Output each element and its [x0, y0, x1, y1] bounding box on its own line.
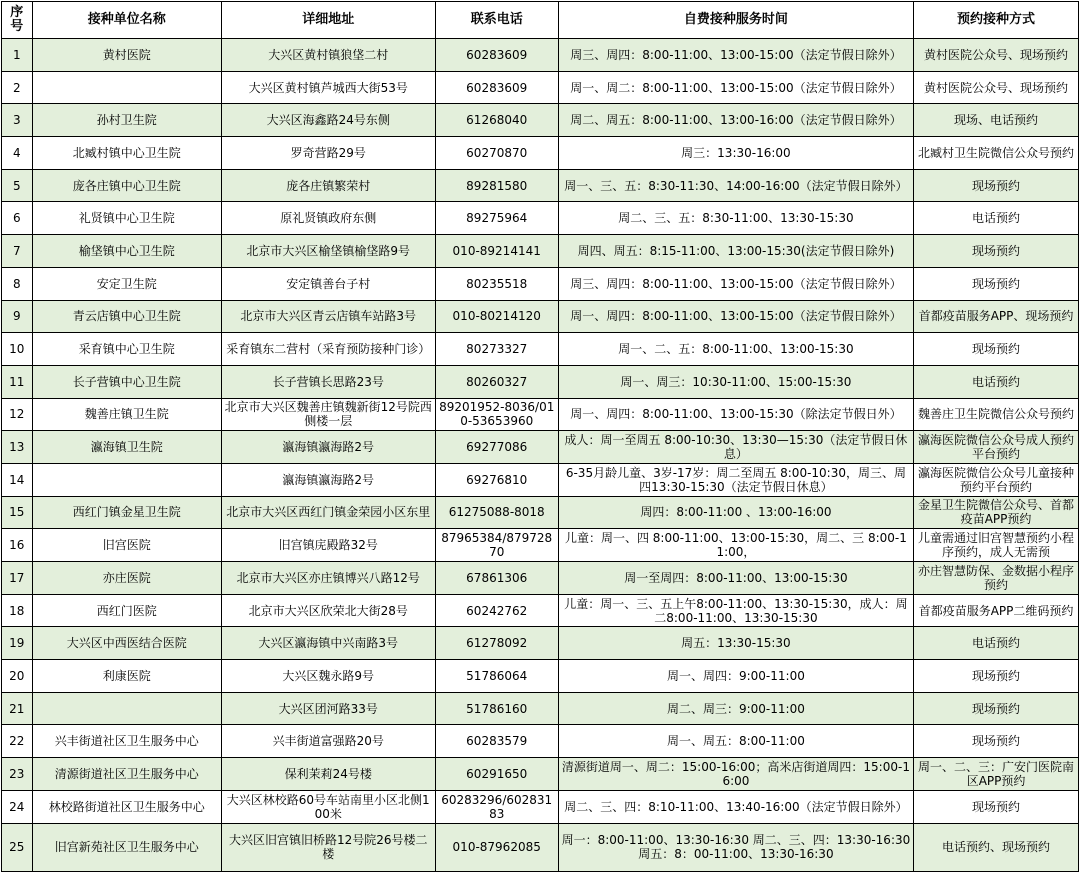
table-row	[2, 758, 1079, 791]
cell-unit: 北臧村镇中心卫生院	[32, 137, 221, 170]
cell-unit: 庞各庄镇中心卫生院	[32, 169, 221, 202]
cell-time: 周一、周二：8:00-11:00、13:00-15:00（法定节假日除外）	[558, 71, 913, 104]
cell-phone: 51786160	[435, 692, 558, 725]
cell-phone: 80273327	[435, 333, 558, 366]
cell-unit: 安定卫生院	[32, 267, 221, 300]
cell-method: 周一、二、三：广安门医院南区APP预约	[914, 758, 1079, 791]
cell-address: 大兴区瀛海镇中兴南路3号	[221, 627, 435, 660]
cell-method: 魏善庄卫生院微信公众号预约	[914, 398, 1079, 431]
header-seq: 序号	[2, 2, 33, 39]
header-time: 自费接种服务时间	[558, 2, 913, 39]
cell-address: 北京市大兴区亦庄镇博兴八路12号	[221, 562, 435, 595]
cell-phone: 60283296/60283183	[435, 790, 558, 823]
cell-unit: 青云店镇中心卫生院	[32, 300, 221, 333]
table-row	[2, 267, 1079, 300]
cell-method: 黄村医院公众号、现场预约	[914, 71, 1079, 104]
cell-seq: 19	[2, 627, 33, 660]
cell-phone: 60283579	[435, 725, 558, 758]
table-row	[2, 169, 1079, 202]
cell-seq: 15	[2, 496, 33, 529]
cell-seq: 4	[2, 137, 33, 170]
header-phone: 联系电话	[435, 2, 558, 39]
cell-method: 现场预约	[914, 267, 1079, 300]
cell-method: 首都疫苗服务APP二维码预约	[914, 594, 1079, 627]
cell-method: 现场预约	[914, 169, 1079, 202]
cell-address: 大兴区黄村镇狼垡二村	[221, 39, 435, 72]
cell-method: 现场预约	[914, 725, 1079, 758]
cell-time: 周四、周五：8:15-11:00、13:00-15:30(法定节假日除外)	[558, 235, 913, 268]
cell-phone: 60283609	[435, 71, 558, 104]
cell-seq: 10	[2, 333, 33, 366]
cell-method: 现场预约	[914, 790, 1079, 823]
cell-phone: 80260327	[435, 365, 558, 398]
cell-seq: 8	[2, 267, 33, 300]
cell-time: 周四：8:00-11:00 、13:00-16:00	[558, 496, 913, 529]
table-row	[2, 594, 1079, 627]
table-row	[2, 725, 1079, 758]
cell-unit: 瀛海镇卫生院	[32, 431, 221, 464]
cell-phone: 61268040	[435, 104, 558, 137]
cell-time: 周一至周四：8:00-11:00、13:00-15:30	[558, 562, 913, 595]
cell-time: 周三、周四：8:00-11:00、13:00-15:00（法定节假日除外）	[558, 39, 913, 72]
cell-unit	[32, 692, 221, 725]
cell-time: 周一、周四：8:00-11:00、13:00-15:30（除法定节假日外）	[558, 398, 913, 431]
cell-time: 周一、周四：9:00-11:00	[558, 660, 913, 693]
cell-address: 采育镇东二营村（采育预防接种门诊）	[221, 333, 435, 366]
cell-phone: 67861306	[435, 562, 558, 595]
cell-seq: 16	[2, 529, 33, 562]
cell-seq: 14	[2, 463, 33, 496]
cell-phone: 89201952-8036/010-53653960	[435, 398, 558, 431]
cell-phone: 60291650	[435, 758, 558, 791]
cell-seq: 6	[2, 202, 33, 235]
cell-time: 周五：13:30-15:30	[558, 627, 913, 660]
table-row	[2, 137, 1079, 170]
cell-time: 6-35月龄儿童、3岁-17岁：周二至周五 8:00-10:30，周三、周四13:30-15:30（法定节假日休息）	[558, 463, 913, 496]
cell-phone: 60242762	[435, 594, 558, 627]
cell-method: 黄村医院公众号、现场预约	[914, 39, 1079, 72]
cell-seq: 17	[2, 562, 33, 595]
table-row	[2, 823, 1079, 871]
cell-method: 电话预约、现场预约	[914, 823, 1079, 871]
cell-address: 大兴区林校路60号车站南里小区北侧100米	[221, 790, 435, 823]
cell-time: 儿童：周一、四 8:00-11:00、13:00-15:30，周二、三 8:00-11:00，	[558, 529, 913, 562]
cell-address: 旧宫镇庑殿路32号	[221, 529, 435, 562]
cell-time: 周二、周五：8:00-11:00、13:00-16:00（法定节假日除外）	[558, 104, 913, 137]
table-row	[2, 463, 1079, 496]
table-row	[2, 529, 1079, 562]
table-row	[2, 692, 1079, 725]
cell-method: 现场、电话预约	[914, 104, 1079, 137]
table-row	[2, 365, 1079, 398]
cell-seq: 21	[2, 692, 33, 725]
table-row	[2, 39, 1079, 72]
cell-seq: 12	[2, 398, 33, 431]
cell-unit	[32, 71, 221, 104]
cell-seq: 1	[2, 39, 33, 72]
cell-time: 儿童：周一、三、五上午8:00-11:00、13:30-15:30，成人：周二8:00-11:00、13:30-15:30	[558, 594, 913, 627]
cell-phone: 61275088-8018	[435, 496, 558, 529]
cell-time: 周二、三、四：8:10-11:00、13:40-16:00（法定节假日除外）	[558, 790, 913, 823]
cell-address: 大兴区黄村镇芦城西大街53号	[221, 71, 435, 104]
cell-method: 金星卫生院微信公众号、首都疫苗APP预约	[914, 496, 1079, 529]
cell-method: 现场预约	[914, 333, 1079, 366]
cell-address: 庞各庄镇繁荣村	[221, 169, 435, 202]
cell-seq: 7	[2, 235, 33, 268]
cell-time: 周一、周四：8:00-11:00、13:00-15:00（法定节假日除外）	[558, 300, 913, 333]
cell-unit: 黄村医院	[32, 39, 221, 72]
table-row	[2, 431, 1079, 464]
cell-seq: 23	[2, 758, 33, 791]
cell-phone: 010-89214141	[435, 235, 558, 268]
cell-unit: 魏善庄镇卫生院	[32, 398, 221, 431]
table-row	[2, 496, 1079, 529]
cell-seq: 18	[2, 594, 33, 627]
cell-time: 周一、周三：10:30-11:00、15:00-15:30	[558, 365, 913, 398]
cell-address: 保利茉莉24号楼	[221, 758, 435, 791]
cell-address: 瀛海镇瀛海路2号	[221, 431, 435, 464]
cell-method: 现场预约	[914, 660, 1079, 693]
cell-method: 电话预约	[914, 202, 1079, 235]
cell-seq: 3	[2, 104, 33, 137]
header-address: 详细地址	[221, 2, 435, 39]
cell-phone: 69277086	[435, 431, 558, 464]
cell-method: 儿童需通过旧宫智慧预约小程序预约，成人无需预	[914, 529, 1079, 562]
cell-seq: 2	[2, 71, 33, 104]
cell-unit: 大兴区中西医结合医院	[32, 627, 221, 660]
cell-unit: 西红门镇金星卫生院	[32, 496, 221, 529]
cell-address: 北京市大兴区魏善庄镇魏新街12号院西侧楼一层	[221, 398, 435, 431]
table-row	[2, 71, 1079, 104]
cell-address: 大兴区旧宫镇旧桥路12号院26号楼二楼	[221, 823, 435, 871]
cell-phone: 87965384/87972870	[435, 529, 558, 562]
cell-address: 瀛海镇瀛海路2号	[221, 463, 435, 496]
cell-time: 周一、二、五：8:00-11:00、13:00-15:30	[558, 333, 913, 366]
cell-method: 北臧村卫生院微信公众号预约	[914, 137, 1079, 170]
cell-phone: 51786064	[435, 660, 558, 693]
cell-unit: 旧宫医院	[32, 529, 221, 562]
cell-unit: 清源街道社区卫生服务中心	[32, 758, 221, 791]
cell-seq: 22	[2, 725, 33, 758]
cell-phone: 69276810	[435, 463, 558, 496]
cell-unit: 旧宫新苑社区卫生服务中心	[32, 823, 221, 871]
cell-phone: 010-80214120	[435, 300, 558, 333]
cell-time: 周一、周五：8:00-11:00	[558, 725, 913, 758]
cell-phone: 60283609	[435, 39, 558, 72]
cell-unit: 亦庄医院	[32, 562, 221, 595]
cell-unit: 西红门医院	[32, 594, 221, 627]
cell-time: 周三、周四：8:00-11:00、13:00-15:00（法定节假日除外）	[558, 267, 913, 300]
cell-time: 周二、周三：9:00-11:00	[558, 692, 913, 725]
table-row	[2, 627, 1079, 660]
cell-address: 安定镇善台子村	[221, 267, 435, 300]
cell-seq: 9	[2, 300, 33, 333]
cell-time: 周一：8:00-11:00、13:30-16:30 周二、三、四：13:30-16:30 周五：8：00-11:00、13:30-16:30	[558, 823, 913, 871]
cell-address: 北京市大兴区欣荣北大街28号	[221, 594, 435, 627]
cell-unit	[32, 463, 221, 496]
cell-seq: 5	[2, 169, 33, 202]
cell-unit: 榆垡镇中心卫生院	[32, 235, 221, 268]
cell-address: 大兴区海鑫路24号东侧	[221, 104, 435, 137]
table-row	[2, 562, 1079, 595]
header-row	[2, 2, 1079, 39]
cell-phone: 010-87962085	[435, 823, 558, 871]
cell-unit: 利康医院	[32, 660, 221, 693]
cell-unit: 林校路街道社区卫生服务中心	[32, 790, 221, 823]
vaccination-table	[1, 1, 1079, 872]
cell-phone: 80235518	[435, 267, 558, 300]
cell-seq: 24	[2, 790, 33, 823]
cell-seq: 25	[2, 823, 33, 871]
cell-unit: 长子营镇中心卫生院	[32, 365, 221, 398]
table-row	[2, 660, 1079, 693]
cell-unit: 礼贤镇中心卫生院	[32, 202, 221, 235]
header-unit: 接种单位名称	[32, 2, 221, 39]
cell-method: 亦庄智慧防保、金数据小程序预约	[914, 562, 1079, 595]
cell-phone: 89281580	[435, 169, 558, 202]
cell-method: 现场预约	[914, 235, 1079, 268]
cell-time: 清源街道周一、周二：15:00-16:00；高米店街道周四：15:00-16:00	[558, 758, 913, 791]
cell-address: 大兴区魏永路9号	[221, 660, 435, 693]
table-row	[2, 300, 1079, 333]
cell-address: 兴丰街道富强路20号	[221, 725, 435, 758]
table-row	[2, 235, 1079, 268]
cell-method: 瀛海医院微信公众号成人预约平台预约	[914, 431, 1079, 464]
cell-method: 电话预约	[914, 365, 1079, 398]
table-row	[2, 104, 1079, 137]
cell-address: 大兴区团河路33号	[221, 692, 435, 725]
table-row	[2, 333, 1079, 366]
cell-seq: 20	[2, 660, 33, 693]
table-row	[2, 790, 1079, 823]
cell-phone: 89275964	[435, 202, 558, 235]
cell-method: 现场预约	[914, 692, 1079, 725]
table-row	[2, 398, 1079, 431]
cell-time: 周一、三、五：8:30-11:30、14:00-16:00（法定节假日除外）	[558, 169, 913, 202]
cell-address: 原礼贤镇政府东侧	[221, 202, 435, 235]
cell-address: 北京市大兴区榆垡镇榆垡路9号	[221, 235, 435, 268]
cell-phone: 60270870	[435, 137, 558, 170]
cell-unit: 采育镇中心卫生院	[32, 333, 221, 366]
header-method: 预约接种方式	[914, 2, 1079, 39]
cell-address: 北京市大兴区青云店镇车站路3号	[221, 300, 435, 333]
cell-time: 成人：周一至周五 8:00-10:30、13:30—15:30（法定节假日休息）	[558, 431, 913, 464]
cell-seq: 11	[2, 365, 33, 398]
cell-seq: 13	[2, 431, 33, 464]
cell-method: 首都疫苗服务APP、现场预约	[914, 300, 1079, 333]
cell-address: 北京市大兴区西红门镇金荣园小区东里	[221, 496, 435, 529]
cell-phone: 61278092	[435, 627, 558, 660]
cell-method: 瀛海医院微信公众号儿童接种预约平台预约	[914, 463, 1079, 496]
cell-address: 罗奇营路29号	[221, 137, 435, 170]
cell-address: 长子营镇长思路23号	[221, 365, 435, 398]
cell-method: 电话预约	[914, 627, 1079, 660]
cell-time: 周三：13:30-16:00	[558, 137, 913, 170]
cell-unit: 孙村卫生院	[32, 104, 221, 137]
cell-time: 周二、三、五：8:30-11:00、13:30-15:30	[558, 202, 913, 235]
cell-unit: 兴丰街道社区卫生服务中心	[32, 725, 221, 758]
table-row	[2, 202, 1079, 235]
